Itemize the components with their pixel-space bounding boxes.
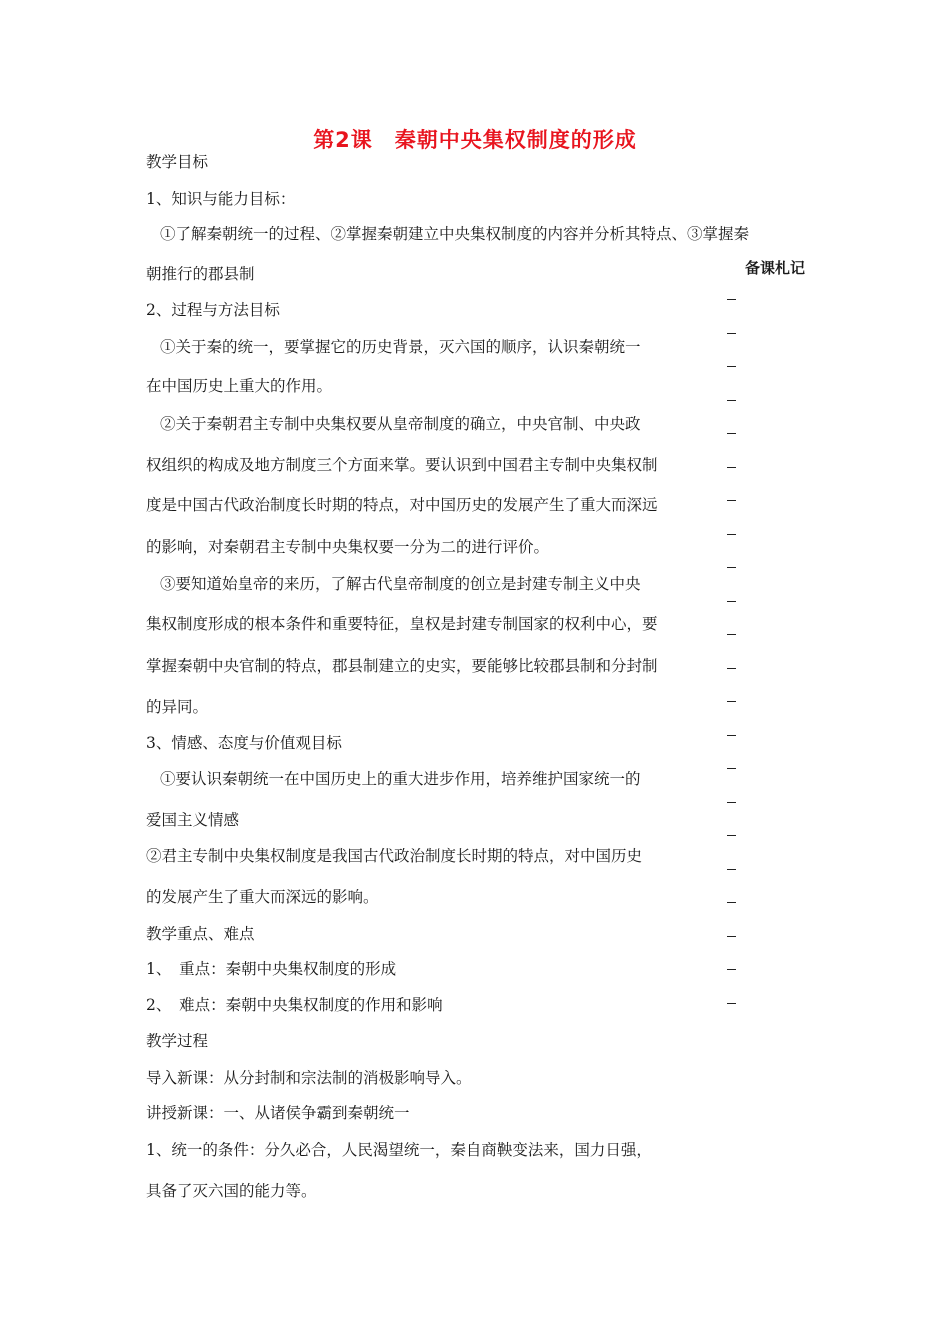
note-line [727,333,736,334]
section-heading: 教学过程 [146,1032,209,1050]
note-line [727,299,736,300]
paragraph-line: 讲授新课：一、从诸侯争霸到秦朝统一 [146,1104,410,1122]
note-line [727,366,736,367]
paragraph-line: 集权制度形成的根本条件和重要特征，皇权是封建专制国家的权利中心，要 [146,615,658,633]
paragraph-line: 的发展产生了重大而深远的影响。 [146,888,379,906]
subsection-heading: 3、情感、态度与价值观目标 [146,734,342,752]
paragraph-line: ①要认识秦朝统一在中国历史上的重大进步作用，培养维护国家统一的 [160,770,641,788]
note-line [727,668,736,669]
paragraph-line: ②君主专制中央集权制度是我国古代政治制度长时期的特点，对中国历史 [146,847,643,865]
section-heading: 教学重点、难点 [146,925,255,943]
section-heading: 教学目标 [146,153,209,171]
note-line [727,701,736,702]
paragraph-line: 导入新课：从分封制和宗法制的消极影响导入。 [146,1069,472,1087]
paragraph-line: 掌握秦朝中央官制的特点，郡县制建立的史实，要能够比较郡县制和分封制 [146,657,658,675]
note-line [727,534,736,535]
note-line [727,601,736,602]
paragraph-line: ①关于秦的统一，要掌握它的历史背景，灭六国的顺序，认识秦朝统一 [160,338,641,356]
paragraph-line: 权组织的构成及地方制度三个方面来掌。要认识到中国君主专制中央集权制 [146,456,658,474]
lesson-title: 第2课 秦朝中央集权制度的形成 [313,128,637,152]
paragraph-line: 在中国历史上重大的作用。 [146,377,333,395]
subsection-heading: 2、过程与方法目标 [146,301,280,319]
note-line [727,634,736,635]
note-line [727,902,736,903]
note-line [727,567,736,568]
paragraph-line: 1、统一的条件：分久必合，人民渴望统一，秦自商鞅变法来，国力日强， [146,1141,652,1159]
paragraph-line: 的影响，对秦朝君主专制中央集权要一分为二的进行评价。 [146,538,550,556]
note-line [727,735,736,736]
note-line [727,400,736,401]
paragraph-line: 爱国主义情感 [146,811,240,829]
note-line [727,835,736,836]
note-line [727,869,736,870]
paragraph-line: 的异同。 [146,698,209,716]
paragraph-line: 度是中国古代政治制度长时期的特点，对中国历史的发展产生了重大而深远 [146,496,658,514]
note-line [727,1003,736,1004]
paragraph-line: ①了解秦朝统一的过程、②掌握秦朝建立中央集权制度的内容并分析其特点、③掌握秦 [160,225,750,243]
side-note-heading: 备课札记 [745,259,806,277]
note-line [727,969,736,970]
paragraph-line: ③要知道始皇帝的来历，了解古代皇帝制度的创立是封建专制主义中央 [160,575,641,593]
list-item: 1、 重点：秦朝中央集权制度的形成 [146,960,397,978]
paragraph-line: ②关于秦朝君主专制中央集权要从皇帝制度的确立，中央官制、中央政 [160,415,641,433]
note-line [727,936,736,937]
note-line [727,433,736,434]
note-line [727,467,736,468]
note-line [727,768,736,769]
paragraph-line: 朝推行的郡县制 [146,265,255,283]
note-line [727,500,736,501]
paragraph-line: 具备了灭六国的能力等。 [146,1182,317,1200]
note-line [727,802,736,803]
list-item: 2、 难点：秦朝中央集权制度的作用和影响 [146,996,443,1014]
subsection-heading: 1、知识与能力目标： [146,190,296,208]
